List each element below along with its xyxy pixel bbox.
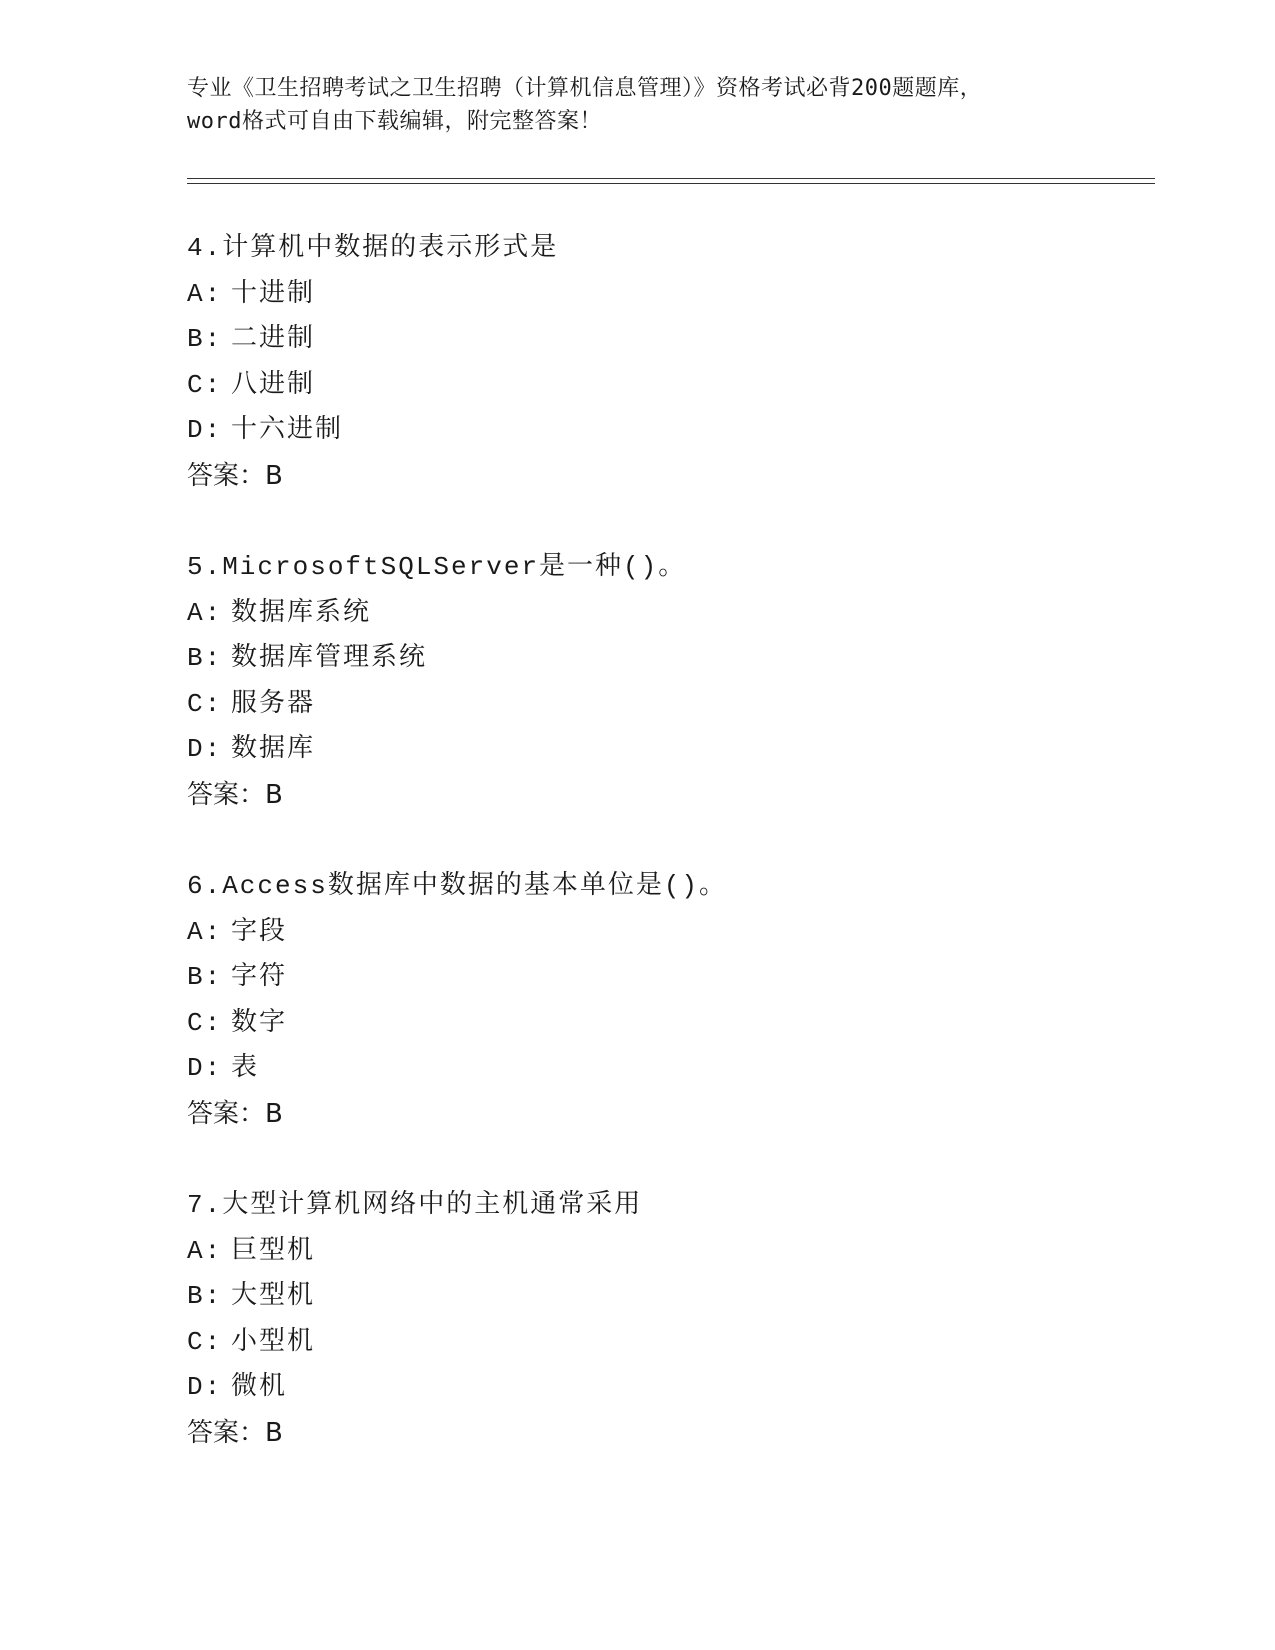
option-d (187, 408, 1087, 454)
option-text: 数字 (231, 1007, 288, 1038)
option-text: 巨型机 (231, 1235, 316, 1266)
option-letter: C: (187, 369, 223, 400)
question-text: 7.大型计算机网络中的主机通常采用 (187, 1190, 643, 1220)
option-text: 字符 (231, 962, 288, 992)
option-b (187, 1274, 1087, 1320)
option-text: 字段 (231, 916, 288, 947)
option-letter: D: (187, 1053, 223, 1083)
option-a (187, 591, 1087, 637)
option-letter: C: (187, 688, 223, 719)
document-header (187, 72, 1087, 138)
option-c (187, 363, 1087, 409)
option-letter: D: (187, 734, 223, 764)
option-letter: B: (187, 324, 223, 354)
option-d (187, 1365, 1087, 1411)
option-text: 数据库 (231, 734, 316, 764)
option-letter: B: (187, 1281, 223, 1311)
header-line-1: 专业《卫生招聘考试之卫生招聘（计算机信息管理）》资格考试必背200题题库， (187, 76, 983, 101)
option-letter: B: (187, 643, 223, 673)
option-a (187, 272, 1087, 318)
option-d (187, 1046, 1087, 1092)
answer-label: 答案：B (187, 779, 283, 810)
option-b (187, 636, 1087, 682)
option-letter: B: (187, 962, 223, 992)
option-text: 数据库管理系统 (231, 643, 428, 673)
question-block (187, 864, 1087, 1137)
option-a (187, 1229, 1087, 1275)
option-d (187, 727, 1087, 773)
option-text: 微机 (231, 1372, 288, 1402)
answer-label: 答案：B (187, 1098, 283, 1129)
option-text: 数据库系统 (231, 597, 372, 628)
option-text: 十进制 (231, 278, 316, 309)
answer-label: 答案：B (187, 1417, 283, 1448)
option-letter: C: (187, 1326, 223, 1357)
option-letter: A: (187, 1235, 223, 1266)
option-letter: D: (187, 1372, 223, 1402)
question-block (187, 226, 1087, 499)
question-block (187, 1183, 1087, 1456)
option-text: 大型机 (231, 1281, 316, 1311)
option-letter: D: (187, 415, 223, 445)
option-b (187, 955, 1087, 1001)
option-c (187, 682, 1087, 728)
option-text: 八进制 (231, 369, 316, 400)
option-c (187, 1001, 1087, 1047)
answer-label: 答案：B (187, 460, 283, 491)
option-letter: C: (187, 1007, 223, 1038)
question-text: 6.Access数据库中数据的基本单位是()。 (187, 871, 728, 901)
option-text: 小型机 (231, 1326, 316, 1357)
option-text: 十六进制 (231, 415, 344, 445)
header-divider-top (187, 178, 1155, 179)
question-block (187, 545, 1087, 818)
question-text: 5.MicrosoftSQLServer是一种()。 (187, 552, 687, 582)
option-text: 表 (231, 1053, 260, 1083)
option-text: 二进制 (231, 324, 316, 354)
header-line-2: word格式可自由下载编辑，附完整答案！ (187, 109, 602, 134)
option-letter: A: (187, 278, 223, 309)
option-text: 服务器 (231, 688, 316, 719)
option-b (187, 317, 1087, 363)
option-c (187, 1320, 1087, 1366)
header-divider-bottom (187, 183, 1155, 184)
option-a (187, 910, 1087, 956)
option-letter: A: (187, 916, 223, 947)
option-letter: A: (187, 597, 223, 628)
question-text: 4.计算机中数据的表示形式是 (187, 233, 559, 263)
